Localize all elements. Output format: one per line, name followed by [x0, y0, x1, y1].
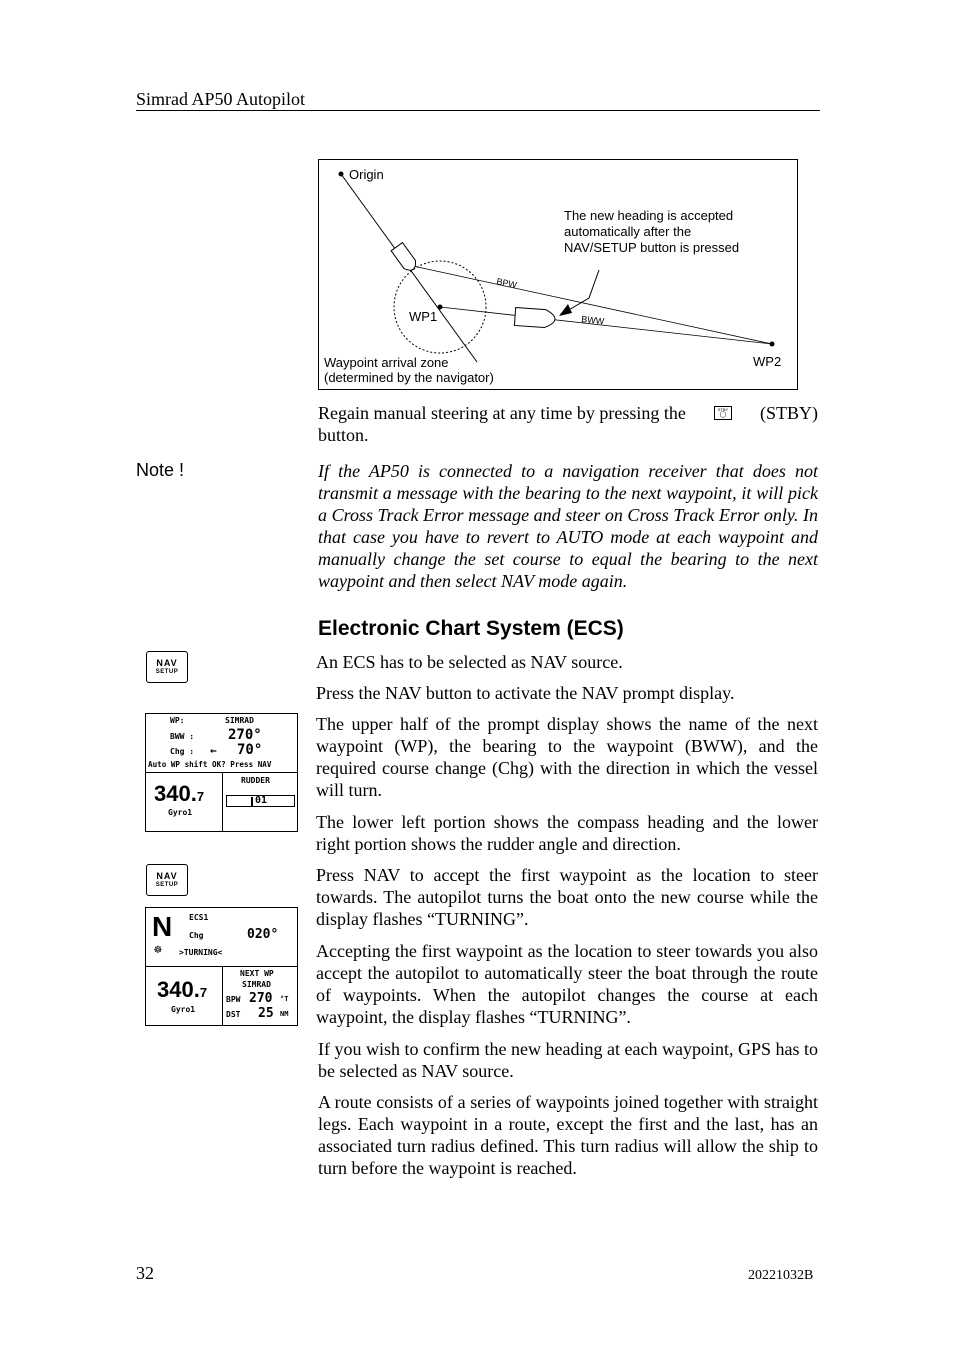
origin-point — [339, 172, 344, 177]
display1-upper — [146, 714, 297, 773]
rudder-indicator — [251, 797, 253, 806]
display1-divider — [222, 773, 223, 832]
section-heading: Electronic Chart System (ECS) — [318, 617, 624, 640]
display1-prompt: Auto WP shift OK? Press NAV — [148, 760, 272, 769]
paragraph-route-definition: A route consists of a series of waypoints joined together with straight legs. Each waypoint in a route, except the first and the last, has an associated turn radius defined. This turn radius will allow the ship to turn before the waypoint is reached. — [318, 1092, 818, 1178]
display2-dst-unit: NM — [280, 1010, 289, 1018]
waypoint-diagram — [318, 159, 798, 390]
display2-chg-value: 020° — [247, 927, 279, 942]
bww-label: BWW — [580, 314, 605, 327]
paragraph-accept-waypoint: Press NAV to accept the first waypoint as the location to steer towards. The autopilot turns the boat onto the new course while the display flashes “TURNING”. — [316, 865, 818, 929]
stby-text-after: (STBY) — [760, 403, 818, 423]
paragraph-route-steering: Accepting the first waypoint as the location to steer towards you also accept the autopilot to automatically steer the boat through the route of waypoints. When the autopilot changes the course at each waypoint, the display flashes “TURNING”. — [316, 941, 818, 1027]
display1-bww-value: 270° — [228, 727, 262, 743]
nav-setup-key-icon-2 — [146, 864, 188, 896]
stby-text-before: Regain manual steering at any time by pressing the — [318, 403, 686, 423]
bpw-line — [413, 266, 772, 344]
paragraph-ecs-source: An ECS has to be selected as NAV source. — [316, 652, 623, 672]
display1-rudder-label: RUDDER — [241, 776, 270, 785]
wp2-label: WP2 — [753, 354, 782, 369]
paragraph-press-nav: Press the NAV button to activate the NAV prompt display. — [316, 683, 735, 703]
stby-key-label: STBY — [717, 407, 729, 412]
display1-bww-label: BWW : — [170, 732, 195, 741]
display1-heading-main: 340. — [154, 781, 197, 806]
display1-rudder-value: 01 — [255, 795, 268, 806]
display2-lower — [146, 967, 297, 1026]
display1-wp-label: WP: — [170, 716, 185, 725]
callout-arrowhead — [559, 304, 572, 316]
bpw-label: BPW — [495, 276, 518, 291]
display2-chg-label: Chg — [189, 931, 204, 940]
paragraph-lower-left: The lower left portion shows the compass heading and the lower right portion shows the rudder angle and direction. — [316, 812, 818, 854]
wp1-label: WP1 — [409, 309, 438, 324]
turn-left-arrow-icon: ← — [210, 744, 217, 757]
nav-key-line2: SETUP — [155, 669, 179, 675]
display2-heading — [157, 977, 207, 1003]
nav-key-line1: NAV — [156, 658, 178, 668]
display2-source: Gyro1 — [171, 1005, 196, 1014]
page-number: 32 — [136, 1263, 154, 1283]
bww-line — [440, 307, 772, 344]
display2-mode: N — [152, 911, 173, 942]
display2-upper — [146, 908, 297, 967]
note-label: Note ! — [136, 460, 185, 480]
document-number: 20221032B — [748, 1268, 814, 1283]
callout-text: The new heading is accepted automatically after the NAV/SETUP button is pressed — [564, 208, 740, 255]
display1-wp-name: SIMRAD — [225, 716, 254, 725]
display1-heading — [154, 781, 204, 807]
display1-heading-dec: 7 — [196, 789, 205, 804]
nav-setup-key-icon — [146, 651, 188, 683]
helm-wheel-icon: ☸ — [154, 943, 162, 958]
display1-chg-label: Chg : — [170, 747, 195, 756]
display2-divider — [222, 967, 223, 1026]
display2-heading-main: 340. — [157, 977, 200, 1002]
display1-lower — [146, 773, 297, 832]
origin-label: Origin — [349, 167, 384, 182]
display2-bpw-value: 270 — [249, 991, 273, 1006]
display1-chg-value: 70° — [237, 742, 263, 758]
display2-turning: >TURNING< — [179, 948, 223, 957]
stby-text-line2: button. — [318, 425, 369, 445]
stby-paragraph — [318, 402, 818, 446]
display2-turning-text: TURNING — [183, 948, 218, 957]
nav-key2-line1: NAV — [156, 871, 178, 881]
display2-next-wp-label: NEXT WP — [240, 969, 274, 978]
nav-turning-display — [145, 907, 298, 1026]
wp2-point — [770, 342, 775, 347]
note-text: If the AP50 is connected to a navigation receiver that does not transmit a message with the bearing to the next waypoint, it will pick a Cross Track Error message and steer on Cross Track Error only. In that case you have to revert to AUTO mode at each waypoint and manually change the set course to equal the bearing to the next waypoint and then select NAV mode again. — [318, 461, 818, 591]
stby-key-icon: STBY ◯ — [714, 406, 732, 420]
waypoint-diagram-svg — [319, 160, 797, 389]
display2-heading-dec: 7 — [199, 985, 208, 1000]
paragraph-gps-source: If you wish to confirm the new heading at each waypoint, GPS has to be selected as NAV source. — [318, 1039, 818, 1081]
running-header: Simrad AP50 Autopilot — [136, 89, 306, 109]
display2-bpw-unit: °T — [280, 995, 289, 1003]
nav-key2-line2: SETUP — [155, 882, 179, 888]
display2-dst-label: DST — [226, 1010, 241, 1019]
boat-icon-on-course — [514, 307, 555, 328]
display2-source-top: ECS1 — [189, 913, 209, 922]
nav-prompt-display — [145, 713, 298, 832]
paragraph-upper-half: The upper half of the prompt display shows the name of the next waypoint (WP), the bearing to the waypoint (BWW), and the required course change (Chg) with the direction in which the vessel will turn. — [316, 714, 818, 800]
header-rule — [136, 110, 820, 111]
arrival-zone-caption: Waypoint arrival zone (determined by the navigator) — [324, 355, 494, 385]
display2-dst-value: 25 — [258, 1006, 274, 1021]
display2-next-wp-name: SIMRAD — [242, 980, 271, 989]
display2-bpw-label: BPW — [226, 995, 241, 1004]
display1-source: Gyro1 — [168, 808, 193, 817]
